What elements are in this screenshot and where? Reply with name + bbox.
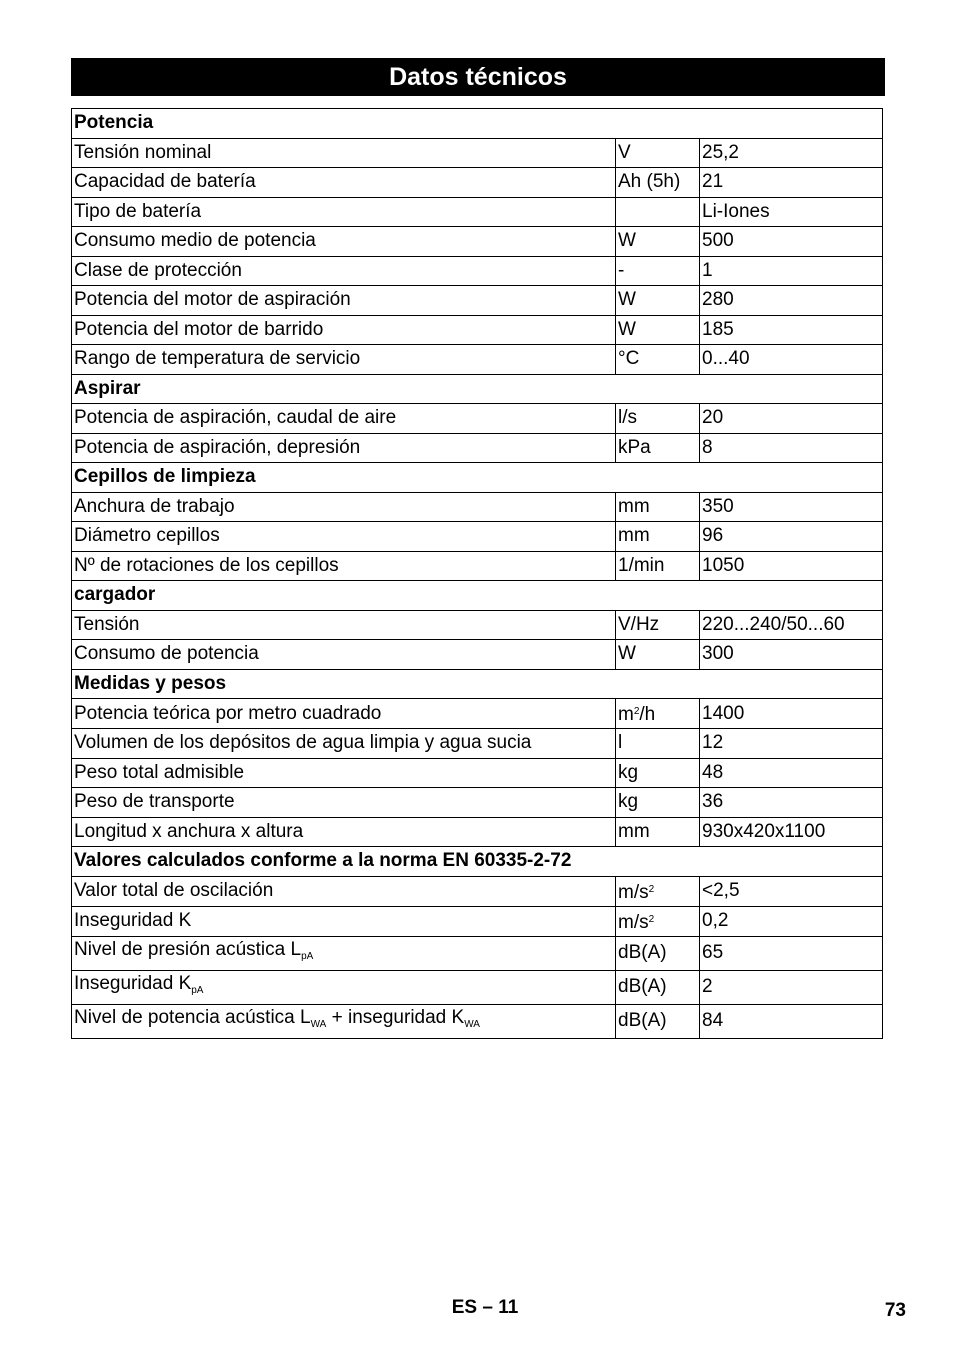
spec-unit: dB(A)	[618, 976, 667, 997]
spec-unit: Ah (5h)	[618, 171, 681, 193]
spec-label: Anchura de trabajo	[74, 495, 235, 517]
spec-label-cell	[72, 345, 616, 375]
spec-value: 220...240/50...60	[700, 610, 883, 640]
spec-value: 1400	[700, 699, 883, 729]
spec-unit: V/Hz	[618, 613, 660, 635]
spec-unit: kg	[618, 761, 639, 783]
spec-unit: kPa	[618, 436, 651, 458]
spec-label: Potencia de aspiración, caudal de aire	[74, 407, 397, 429]
spec-unit: kg	[618, 791, 639, 813]
spec-unit-cell	[616, 256, 700, 286]
table-row	[72, 404, 883, 434]
spec-unit: m	[618, 704, 634, 725]
table-row	[72, 817, 883, 847]
section-header-row	[72, 581, 883, 611]
spec-unit-cell	[616, 492, 700, 522]
table-row	[72, 758, 883, 788]
spec-label-cell	[72, 286, 616, 316]
spec-label: Tensión	[74, 613, 140, 635]
spec-unit: mm	[618, 495, 650, 517]
section-header-row	[72, 463, 883, 493]
spec-label-cell	[72, 227, 616, 257]
spec-value: Li-Iones	[700, 197, 883, 227]
table-row	[72, 197, 883, 227]
table-row	[72, 492, 883, 522]
spec-unit-superscript: 2	[648, 913, 655, 925]
spec-label-subscript: WA	[464, 1018, 480, 1030]
table-row	[72, 315, 883, 345]
spec-unit-cell	[616, 168, 700, 198]
spec-label: Potencia de aspiración, depresión	[74, 436, 361, 458]
table-row	[72, 876, 883, 906]
spec-unit: dB(A)	[618, 1010, 667, 1031]
spec-unit: V	[618, 141, 631, 163]
spec-value: 21	[700, 168, 883, 198]
spec-value: 20	[700, 404, 883, 434]
table-row	[72, 610, 883, 640]
spec-value: 1050	[700, 551, 883, 581]
spec-unit: m/s	[618, 911, 649, 933]
spec-label: Inseguridad K	[74, 910, 192, 931]
spec-label: Peso total admisible	[74, 761, 245, 783]
spec-unit-cell	[616, 640, 700, 670]
spec-label-cell	[72, 1004, 616, 1038]
spec-label: Nivel de potencia acústica L	[74, 1006, 311, 1028]
spec-label: Potencia del motor de aspiración	[74, 289, 351, 311]
section-header-row	[72, 109, 883, 139]
spec-label-cell	[72, 970, 616, 1004]
section-heading: Cepillos de limpieza	[72, 463, 883, 493]
footer-page-number: 73	[884, 1300, 906, 1321]
spec-label: Consumo medio de potencia	[74, 230, 316, 252]
spec-label: Diámetro cepillos	[74, 525, 220, 547]
spec-unit: l/s	[618, 407, 637, 429]
spec-unit-superscript: 2	[648, 883, 655, 895]
table-row	[72, 970, 883, 1004]
spec-unit-cell	[616, 788, 700, 818]
table-row	[72, 168, 883, 198]
section-header-row	[72, 847, 883, 877]
table-row	[72, 256, 883, 286]
table-row	[72, 227, 883, 257]
spec-unit-cell	[616, 729, 700, 759]
spec-label-cell	[72, 551, 616, 581]
spec-unit: m/s	[618, 881, 649, 903]
spec-label: Capacidad de batería	[74, 171, 256, 193]
spec-value: 500	[700, 227, 883, 257]
spec-label-subscript: WA	[310, 1018, 327, 1030]
footer-section-page: ES – 11	[451, 1297, 519, 1318]
table-row	[72, 699, 883, 729]
technical-data-body	[72, 109, 883, 1039]
spec-label-cell	[72, 876, 616, 906]
section-heading: Potencia	[72, 109, 883, 139]
section-heading: Valores calculados conforme a la norma EN 60335-2-72	[72, 847, 883, 877]
spec-value: 12	[700, 729, 883, 759]
spec-label: Inseguridad K	[74, 972, 192, 994]
spec-label-cell	[72, 197, 616, 227]
table-row	[72, 729, 883, 759]
spec-unit-cell	[616, 286, 700, 316]
spec-label-cell	[72, 788, 616, 818]
section-heading: Medidas y pesos	[72, 669, 883, 699]
spec-unit: W	[618, 318, 636, 340]
spec-label: Longitud x anchura x altura	[74, 820, 304, 842]
spec-unit-cell	[616, 970, 700, 1004]
spec-unit-cell	[616, 876, 700, 906]
spec-label-cell	[72, 729, 616, 759]
spec-value: 25,2	[700, 138, 883, 168]
spec-unit-cell	[616, 315, 700, 345]
spec-value: 1	[700, 256, 883, 286]
spec-label-cell	[72, 256, 616, 286]
spec-value: 300	[700, 640, 883, 670]
spec-label: Clase de protección	[74, 259, 242, 281]
spec-label-cell	[72, 315, 616, 345]
spec-unit: mm	[618, 820, 650, 842]
spec-label: Volumen de los depósitos de agua limpia y agua sucia	[74, 732, 532, 754]
spec-value: 65	[700, 936, 883, 970]
table-row	[72, 1004, 883, 1038]
spec-unit-cell	[616, 433, 700, 463]
spec-label: Rango de temperatura de servicio	[74, 348, 361, 370]
table-row	[72, 286, 883, 316]
spec-unit: -	[618, 259, 625, 281]
section-heading: cargador	[72, 581, 883, 611]
spec-unit: 1/min	[618, 554, 665, 576]
spec-label-cell	[72, 168, 616, 198]
spec-label-cell	[72, 610, 616, 640]
spec-unit-cell	[616, 758, 700, 788]
spec-unit-cell	[616, 610, 700, 640]
spec-label: Potencia teórica por metro cuadrado	[74, 702, 382, 724]
section-heading: Aspirar	[72, 374, 883, 404]
spec-value: 0,2	[700, 906, 883, 936]
spec-unit-cell	[616, 522, 700, 552]
spec-label: Tensión nominal	[74, 141, 212, 163]
spec-unit-cell	[616, 699, 700, 729]
spec-label-continued: + inseguridad K	[326, 1006, 465, 1028]
spec-label: Tipo de batería	[74, 200, 202, 222]
spec-label-cell	[72, 699, 616, 729]
spec-label-cell	[72, 404, 616, 434]
spec-unit-superscript: 2	[633, 706, 640, 717]
spec-unit-cell	[616, 551, 700, 581]
table-row	[72, 522, 883, 552]
spec-value: 96	[700, 522, 883, 552]
table-row	[72, 345, 883, 375]
spec-unit: dB(A)	[618, 942, 667, 963]
spec-unit-cell	[616, 227, 700, 257]
spec-value: 84	[700, 1004, 883, 1038]
spec-value: 0...40	[700, 345, 883, 375]
spec-unit: W	[618, 230, 636, 252]
spec-value: 350	[700, 492, 883, 522]
spec-label: Nivel de presión acústica L	[74, 938, 302, 960]
page-title: Datos técnicos	[71, 58, 885, 96]
spec-label-cell	[72, 640, 616, 670]
table-row	[72, 906, 883, 936]
spec-value: 185	[700, 315, 883, 345]
spec-label-cell	[72, 138, 616, 168]
spec-label: Valor total de oscilación	[74, 880, 274, 901]
spec-unit-cell	[616, 817, 700, 847]
table-row	[72, 433, 883, 463]
spec-label-cell	[72, 758, 616, 788]
spec-unit-cell	[616, 197, 700, 227]
technical-data-table	[71, 108, 883, 1039]
spec-value: 8	[700, 433, 883, 463]
spec-label-cell	[72, 492, 616, 522]
table-row	[72, 936, 883, 970]
spec-value: 36	[700, 788, 883, 818]
spec-unit-cell	[616, 1004, 700, 1038]
spec-unit-cell	[616, 138, 700, 168]
spec-label: Nº de rotaciones de los cepillos	[74, 554, 339, 576]
table-row	[72, 788, 883, 818]
spec-unit: °C	[618, 348, 640, 370]
table-row	[72, 138, 883, 168]
spec-label-cell	[72, 817, 616, 847]
spec-label-cell	[72, 906, 616, 936]
spec-label-cell	[72, 433, 616, 463]
spec-label: Potencia del motor de barrido	[74, 318, 324, 340]
spec-unit-cell	[616, 404, 700, 434]
table-row	[72, 640, 883, 670]
spec-label-cell	[72, 522, 616, 552]
spec-unit: mm	[618, 525, 650, 547]
spec-value: 48	[700, 758, 883, 788]
table-row	[72, 551, 883, 581]
spec-value: 280	[700, 286, 883, 316]
section-header-row	[72, 374, 883, 404]
spec-label: Consumo de potencia	[74, 643, 259, 665]
section-header-row	[72, 669, 883, 699]
spec-unit: W	[618, 643, 636, 665]
spec-label-subscript: pA	[301, 950, 314, 962]
spec-unit-tail: /h	[639, 704, 656, 725]
spec-value: 2	[700, 970, 883, 1004]
spec-label-subscript: pA	[191, 984, 204, 996]
spec-unit-cell	[616, 936, 700, 970]
spec-value: <2,5	[700, 876, 883, 906]
spec-unit: l	[618, 732, 623, 754]
spec-value: 930x420x1100	[700, 817, 883, 847]
spec-label: Peso de transporte	[74, 791, 235, 813]
spec-unit-cell	[616, 345, 700, 375]
spec-unit-cell	[616, 906, 700, 936]
spec-unit: W	[618, 289, 636, 311]
spec-label-cell	[72, 936, 616, 970]
